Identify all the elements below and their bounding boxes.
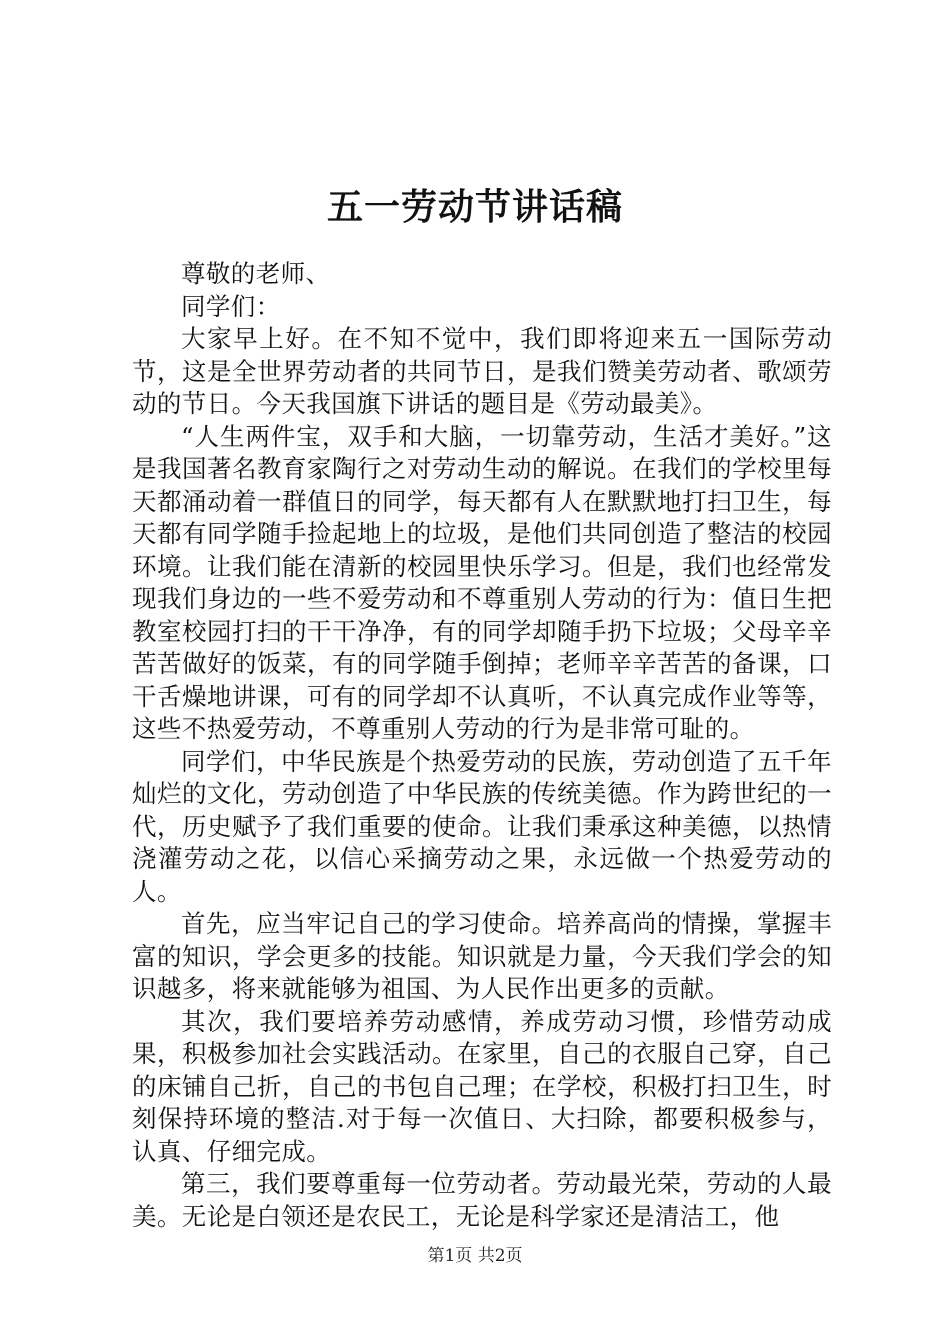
page-footer bbox=[0, 1244, 950, 1268]
document-title: 五一劳动节讲话稿 bbox=[326, 186, 623, 228]
page-number: 第1页 共2页 bbox=[427, 1246, 523, 1266]
salutation-line-1: 尊敬的老师、 bbox=[181, 259, 331, 288]
paragraph-second: 其次，我们要培养劳动感情，养成劳动习惯，珍惜劳动成果，积极参加社会实践活动。在家里，自己的衣服自己穿，自己的床铺自己折，自己的书包自己理；在学校，积极打扫卫生，时刻保持环境的整洁.对于每一次值日、大扫除，都要积极参与，认真、仔细完成。 bbox=[132, 1006, 832, 1166]
salutation-line-2: 同学们： bbox=[181, 291, 281, 321]
paragraph-quote: “人生两件宝，双手和大脑，一切靠劳动，生活才美好。”这是我国著名教育家陶行之对劳动生动的解说。在我们的学校里每天都涌动着一群值日的同学，每天都有人在默默地打扫卫生，每天都有同学随手捡起地上的垃圾，是他们共同创造了整洁的校园环境。让我们能在清新的校园里快乐学习。但是，我们也经常发现我们身边的一些不爱劳动和不尊重别人劳动的行为：值日生把教室校园打扫的干干净净，有的同学却随手扔下垃圾；父母辛辛苦苦做好的饭菜，有的同学随手倒掉；老师辛辛苦苦的备课，口干舌燥地讲课，可有的同学却不认真听，不认真完成作业等等，这些不热爱劳动，不尊重别人劳动的行为是非常可耻的。 bbox=[132, 421, 832, 743]
document-body bbox=[132, 258, 832, 1233]
paragraph-first: 首先，应当牢记自己的学习使命。培养高尚的情操，掌握丰富的知识，学会更多的技能。知识就是力量，今天我们学会的知识越多，将来就能够为祖国、为人民作出更多的贡献。 bbox=[132, 909, 832, 1003]
paragraph-third: 第三，我们要尊重每一位劳动者。劳动最光荣，劳动的人最美。无论是白领还是农民工，无论是科学家还是清洁工，他 bbox=[132, 1169, 832, 1231]
paragraph-greeting: 大家早上好。在不知不觉中，我们即将迎来五一国际劳动节，这是全世界劳动者的共同节日，是我们赞美劳动者、歌颂劳动的节日。今天我国旗下讲话的题目是《劳动最美》。 bbox=[132, 324, 832, 418]
paragraph-nation: 同学们，中华民族是个热爱劳动的民族，劳动创造了五千年灿烂的文化，劳动创造了中华民族的传统美德。作为跨世纪的一代，历史赋予了我们重要的使命。让我们秉承这种美德，以热情浇灌劳动之花，以信心采摘劳动之果，永远做一个热爱劳动的人。 bbox=[132, 746, 832, 906]
